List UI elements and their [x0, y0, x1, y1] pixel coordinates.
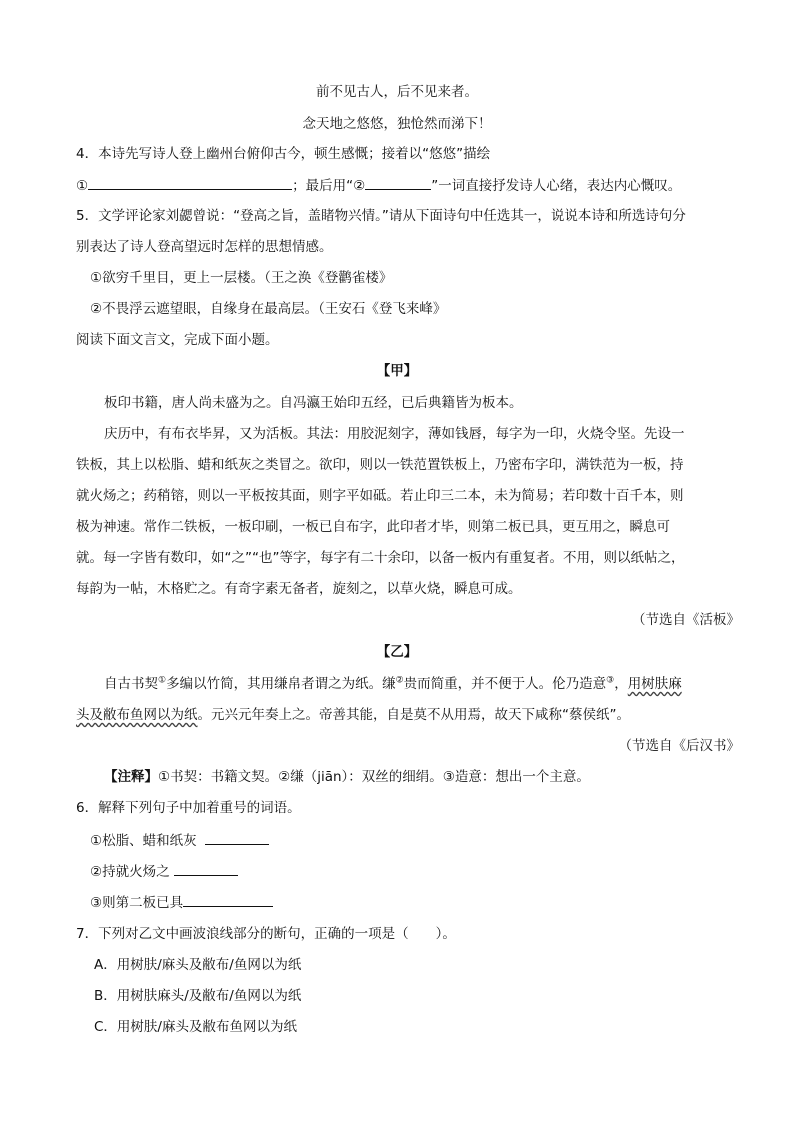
question-6-item-1: ①松脂、蜡和纸灰: [90, 830, 770, 851]
answer-blank-2[interactable]: [365, 175, 431, 190]
question-5-line-2: 别表达了诗人登高望远时怎样的思想情感。: [76, 239, 333, 255]
annotation-note: 【注释】①书契：书籍文契。②缣（jiān）：双丝的细绢。③造意：想出一个主意。: [104, 769, 590, 785]
jia-source: （节选自《活板》: [632, 612, 740, 628]
question-5-option-1: ①欲穷千里目，更上一层楼。（王之涣《登鹳雀楼》: [90, 270, 393, 286]
blank-marker-2: ②: [353, 178, 366, 194]
jia-paragraph-2-line-1: 庆历中，有布衣毕昇，又为活板。其法：用胶泥刻字，薄如钱唇，每字为一印，火烧令坚。先设一: [104, 426, 685, 442]
footnote-marker-1: ①: [158, 675, 167, 686]
jia-paragraph-2-line-6: 每韵为一帖，木格贮之。有奇字素无备者，旋刻之，以草火烧，瞬息可成。: [76, 581, 522, 597]
wavy-underlined-text-2: 头及敝布鱼网以为纸: [76, 707, 198, 723]
answer-blank-q6-1[interactable]: [205, 830, 269, 845]
question-6-item-2: ②持就火炀之: [90, 861, 770, 882]
jia-paragraph-2-line-2: 铁板，其上以松脂、蜡和纸灰之类冒之。欲印，则以一铁范置铁板上，乃密布字印，满铁范为一板，持: [76, 457, 684, 473]
jia-paragraph-2-line-5: 就。每一字皆有数印，如“之”“也”等字，每字有二十余印，以备一板内有重复者。不用，则以纸帖之，: [76, 550, 685, 566]
reading-instruction: 阅读下面文言文，完成下面小题。: [76, 332, 279, 348]
yi-line-1: 自古书契①多编以竹简，其用缣帛者谓之为纸。缣②贵而简重，并不便于人。伦乃造意③，用树肤麻: [104, 675, 682, 692]
poem-line-1: 前不见古人，后不见来者。: [316, 84, 478, 100]
poem-line-2: 念天地之悠悠，独怆然而涕下！: [302, 116, 492, 132]
question-5-option-2: ②不畏浮云遮望眼，自缘身在最高层。（王安石《登飞来峰》: [90, 301, 447, 317]
yi-line-2: 头及敝布鱼网以为纸。元兴元年奏上之。帝善其能，自是莫不从用焉，故天下咸称“蔡侯纸”。: [76, 707, 630, 723]
answer-blank-q6-2[interactable]: [174, 861, 238, 876]
answer-blank-q6-3[interactable]: [183, 892, 273, 907]
footnote-marker-2: ②: [395, 675, 404, 686]
blank-marker-1: ①: [76, 178, 89, 194]
question-7-title: 7．下列对乙文中画波浪线部分的断句，正确的一项是（ ）。: [76, 926, 456, 942]
yi-heading: 【乙】: [376, 644, 418, 660]
question-7-option-b[interactable]: B．用树肤麻头/及敝布/鱼网以为纸: [94, 988, 302, 1004]
question-5-line-1: 5．文学评论家刘勰曾说：“登高之旨，盖睹物兴情。”请从下面诗句中任选其一，说说本诗和所选诗句分: [76, 208, 686, 224]
wavy-underlined-text-1: 用树肤麻: [627, 676, 682, 692]
annotation-label: 【注释】: [104, 769, 158, 785]
answer-blank-1[interactable]: [88, 175, 292, 190]
jia-heading: 【甲】: [376, 363, 418, 379]
question-4-line-2: ① ；最后用“② ”一词直接抒发诗人心绪，表达内心慨叹。: [76, 175, 776, 196]
question-7-option-a[interactable]: A．用树肤/麻头及敝布/鱼网以为纸: [94, 957, 302, 973]
question-6-item-3: ③则第二板已具: [90, 892, 770, 913]
jia-paragraph-1: 板印书籍，唐人尚未盛为之。自冯瀛王始印五经，已后典籍皆为板本。: [104, 395, 523, 411]
footnote-marker-3: ③: [606, 675, 615, 686]
jia-paragraph-2-line-3: 就火炀之；药稍镕，则以一平板按其面，则字平如砥。若止印三二本，未为简易；若印数十百千本，则: [76, 488, 684, 504]
jia-paragraph-2-line-4: 极为神速。常作二铁板，一板印刷，一板已自布字，此印者才毕，则第二板已具，更互用之，瞬息可: [76, 519, 670, 535]
question-6-title: 6．解释下列句子中加着重号的词语。: [76, 800, 301, 816]
question-4-line-1: 4．本诗先写诗人登上幽州台俯仰古今，顿生感慨；接着以“悠悠”描绘: [76, 146, 491, 162]
yi-source: （节选自《后汉书》: [618, 738, 740, 754]
question-7-option-c[interactable]: C．用树肤/麻头及敝布鱼网以为纸: [94, 1019, 297, 1035]
